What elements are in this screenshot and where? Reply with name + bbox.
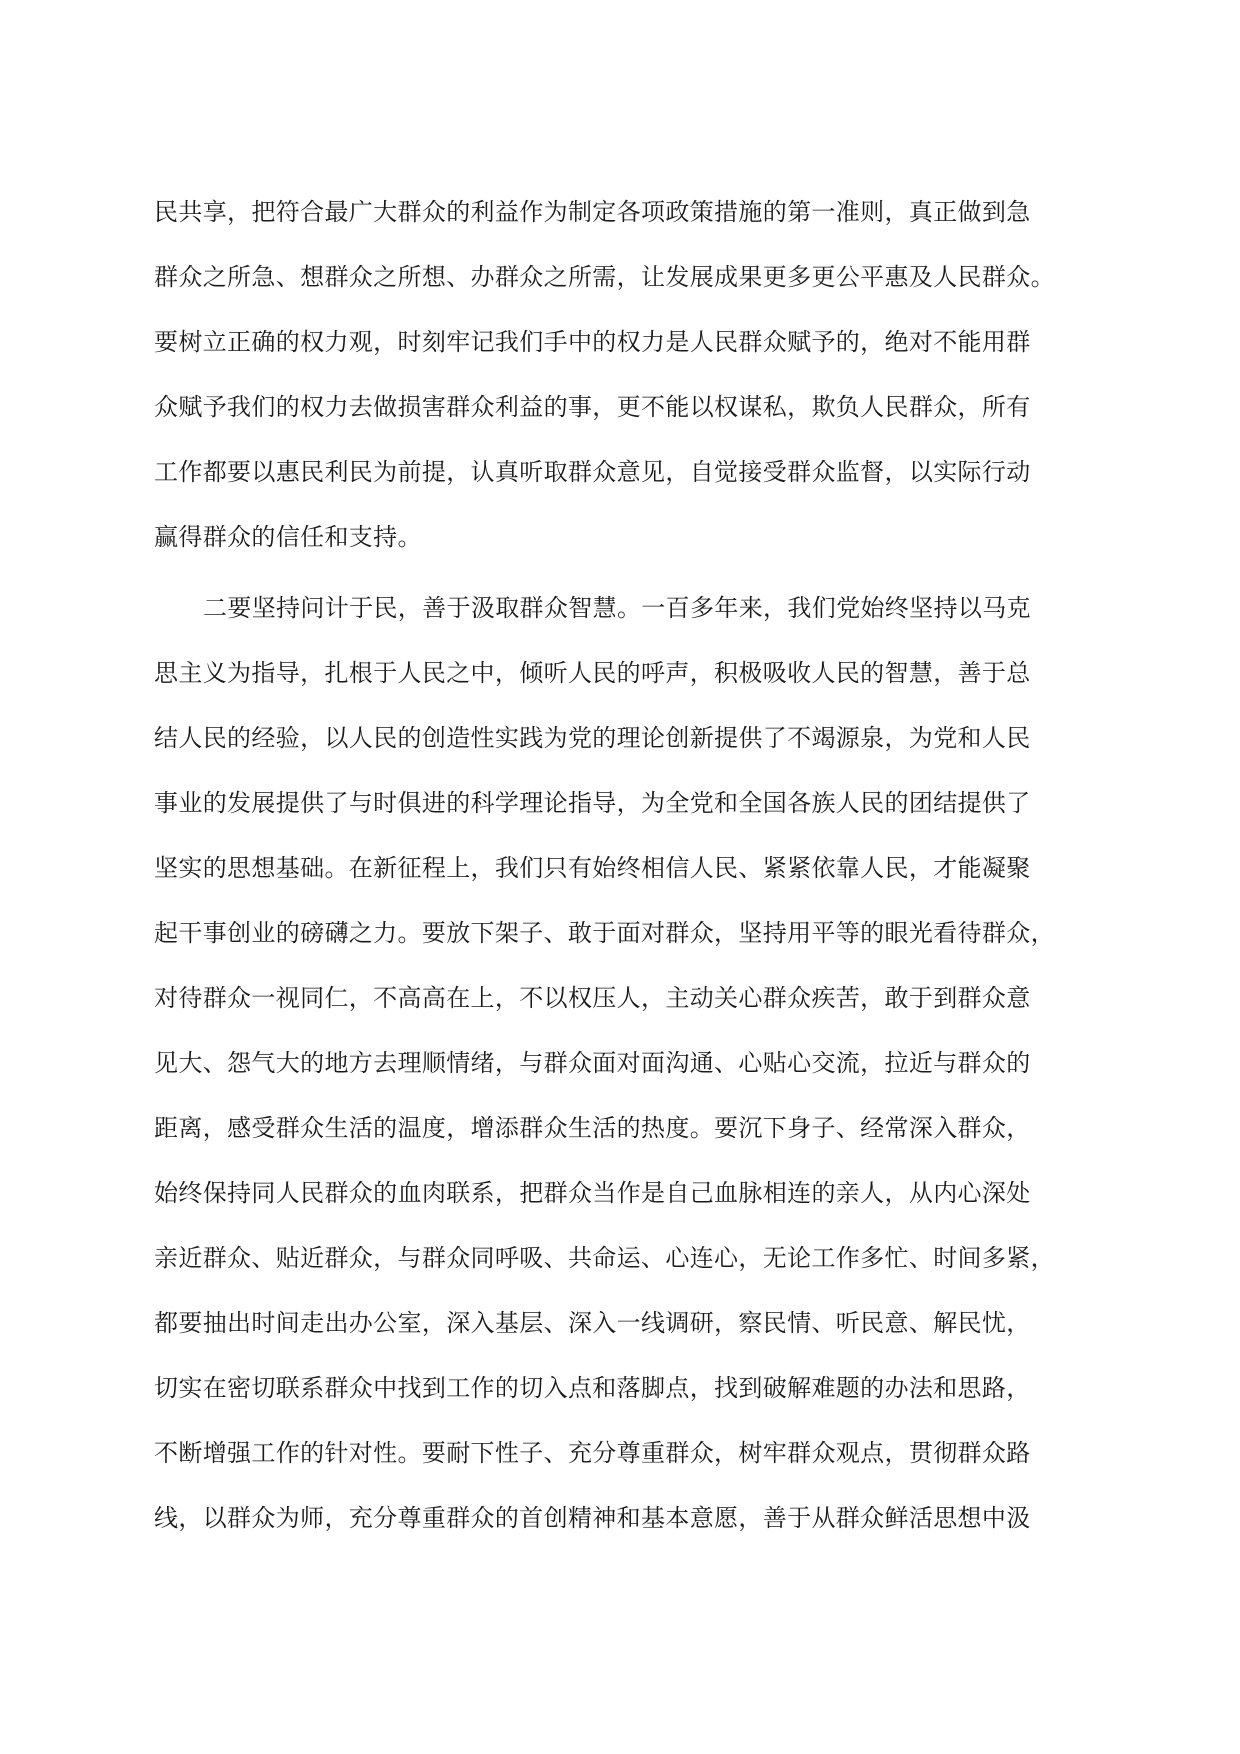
text-line: 工作都要以惠民利民为前提，认真听取群众意见，自觉接受群众监督，以实际行动 xyxy=(154,458,1031,486)
text-line: 要树立正确的权力观，时刻牢记我们手中的权力是人民群众赋予的，绝对不能用群 xyxy=(154,328,1031,356)
text-line: 民共享，把符合最广大群众的利益作为制定各项政策措施的第一准则，真正做到急 xyxy=(154,198,1031,226)
text-line: 距离，感受群众生活的温度，增添群众生活的热度。要沉下身子、经常深入群众， xyxy=(154,1114,1031,1142)
text-line: 对待群众一视同仁，不高高在上，不以权压人，主动关心群众疾苦，敢于到群众意 xyxy=(154,984,1031,1012)
body-text xyxy=(154,180,1066,1551)
paragraph-1 xyxy=(154,180,1066,570)
text-line: 群众之所急、想群众之所想、办群众之所需，让发展成果更多更公平惠及人民群众。 xyxy=(154,263,1055,291)
text-line: 始终保持同人民群众的血肉联系，把群众当作是自己血脉相连的亲人，从内心深处 xyxy=(154,1179,1031,1207)
text-line: 亲近群众、贴近群众，与群众同呼吸、共命运、心连心，无论工作多忙、时间多紧， xyxy=(154,1244,1055,1272)
text-line: 线，以群众为师，充分尊重群众的首创精神和基本意愿，善于从群众鲜活思想中汲 xyxy=(154,1504,1031,1532)
text-line: 坚实的思想基础。在新征程上，我们只有始终相信人民、紧紧依靠人民，才能凝聚 xyxy=(154,854,1031,882)
text-line: 切实在密切联系群众中找到工作的切入点和落脚点，找到破解难题的办法和思路， xyxy=(154,1374,1031,1402)
text-line: 众赋予我们的权力去做损害群众利益的事，更不能以权谋私，欺负人民群众，所有 xyxy=(154,393,1031,421)
paragraph-2 xyxy=(154,576,1066,1551)
text-line: 二要坚持问计于民，善于汲取群众智慧。一百多年来，我们党始终坚持以马克 xyxy=(203,594,1031,622)
text-line: 思主义为指导，扎根于人民之中，倾听人民的呼声，积极吸收人民的智慧，善于总 xyxy=(154,659,1031,687)
text-line: 事业的发展提供了与时俱进的科学理论指导，为全党和全国各族人民的团结提供了 xyxy=(154,789,1031,817)
text-line: 起干事创业的磅礴之力。要放下架子、敢于面对群众，坚持用平等的眼光看待群众， xyxy=(154,919,1055,947)
text-line: 都要抽出时间走出办公室，深入基层、深入一线调研，察民情、听民意、解民忧， xyxy=(154,1309,1031,1337)
text-line: 不断增强工作的针对性。要耐下性子、充分尊重群众，树牢群众观点，贯彻群众路 xyxy=(154,1439,1031,1467)
text-line: 赢得群众的信任和支持。 xyxy=(154,523,422,551)
text-line: 结人民的经验，以人民的创造性实践为党的理论创新提供了不竭源泉，为党和人民 xyxy=(154,724,1031,752)
text-line: 见大、怨气大的地方去理顺情绪，与群众面对面沟通、心贴心交流，拉近与群众的 xyxy=(154,1049,1031,1077)
